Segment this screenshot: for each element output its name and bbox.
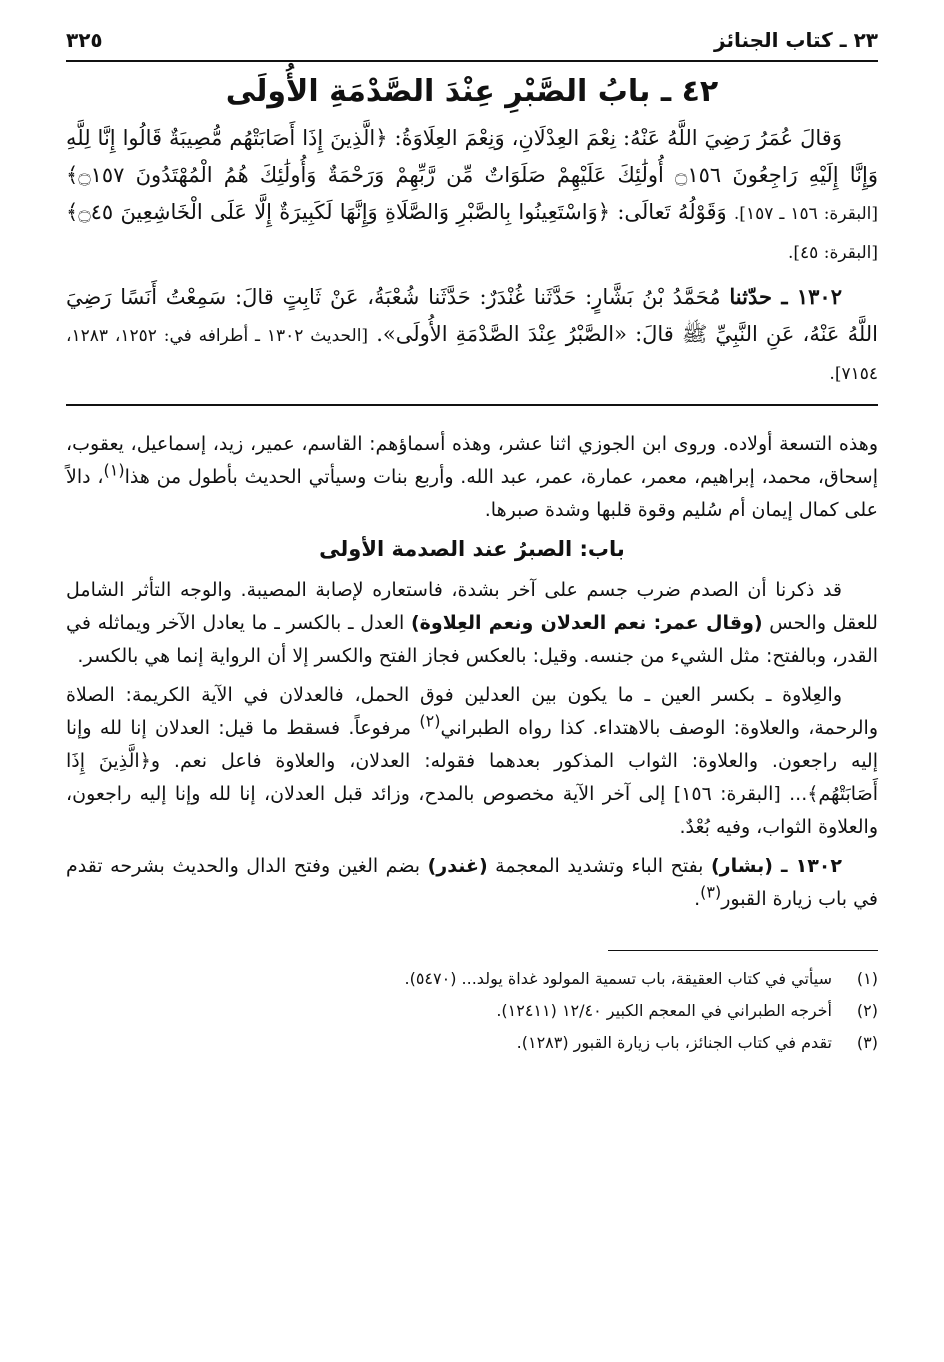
hadith-text-block — [66, 120, 878, 392]
footnote-ref-1[interactable]: (١) — [103, 460, 125, 480]
footnote-number: (١) — [856, 969, 878, 988]
section-divider — [66, 404, 878, 406]
footnote-text: تقدم في كتاب الجنائز، باب زيارة القبور (١٢٨٣). — [516, 1033, 832, 1052]
matn-intro — [66, 120, 878, 272]
commentary-paragraph-2 — [66, 574, 878, 673]
verse-citation-2: [البقرة: ٤٥]. — [788, 243, 878, 263]
hadith-1302 — [66, 278, 878, 392]
commentary-paragraph-3 — [66, 679, 878, 844]
commentary-text: والعِلاوة ـ بكسر العين ـ ما يكون بين العدلين فوق الحمل، فالعدلان في الآية الكريمة: الصلاة والرحمة، والعلاوة: الوصف بالاهتداء. كذا رواه الطبراني — [66, 684, 879, 739]
footnote-text: سيأتي في كتاب العقيقة، باب تسمية المولود غداة يولد... (٥٤٧٠). — [404, 969, 832, 988]
commentary-paragraph-1 — [66, 428, 878, 527]
footnotes — [66, 963, 878, 1059]
quoted-lemma: (غندر) — [427, 855, 488, 877]
commentary-text: ، دالاً على كمال إيمان أم سُليم وقوة قلبها وشدة صبرها. — [66, 466, 878, 521]
commentary-text: قد ذكرنا أن الصدم ضرب جسم على آخر بشدة، فاستعاره لإصابة المصيبة. والوجه التأثر الشامل للعقل والحس — [66, 579, 878, 634]
page-number: ٣٢٥ — [66, 28, 103, 52]
running-head — [66, 28, 878, 58]
footnote-item — [66, 963, 878, 995]
chapter-title: ٤٢ ـ بابُ الصَّبْرِ عِنْدَ الصَّدْمَةِ الأُولَى — [225, 74, 719, 109]
hadith-cross-reference: [الحديث ١٣٠٢ ـ أطرافه في: ١٢٥٢، ١٢٨٣، ٧١٥٤]. — [66, 326, 878, 384]
book-page — [66, 28, 878, 1348]
commentary-text: العدل ـ بالكسر ـ ما يعادل الآخر ويماثله في القدر، وبالفتح: مثل الشيء من جنسه. وقيل: بالعكس فجاز الفتح والكسر إلا أن الرواية إنما هي بالكسر. — [66, 612, 878, 667]
footnote-number: (٣) — [856, 1033, 878, 1052]
footnote-ref-3[interactable]: (٣) — [700, 882, 722, 902]
commentary-paragraph-4 — [66, 850, 878, 916]
hadith-isnad-and-matn: مُحَمَّدُ بْنُ بَشَّارٍ: حَدَّثَنا غُنْدَرٌ: حَدَّثَنا شُعْبَةُ، عَنْ ثَابِتٍ قالَ: سَمِعْتُ أَنَسًا رَضِيَ اللَّهُ عَنْهُ، عَنِ النَّبِيِّ ﷺ قالَ: «الصَّبْرُ عِنْدَ الصَّدْمَةِ الأُولَى». — [66, 285, 879, 346]
footnote-number: (٢) — [856, 1001, 878, 1020]
commentary-block — [66, 428, 878, 916]
second-verse: وَقَوْلُهُ تَعالَى: ﴿وَاسْتَعِينُوا بِالصَّبْرِ وَالصَّلَاةِ وَإِنَّهَا لَكَبِيرَةٌ إِلَّا عَلَى الْخَاشِعِينَ ۝٤٥﴾ — [66, 200, 727, 224]
footnote-ref-2[interactable]: (٢) — [419, 711, 441, 731]
quoted-lemma: (وقال عمر: نعم العدلان ونعم العِلاوة) — [410, 612, 763, 634]
footnote-item — [66, 1027, 878, 1059]
footnote-rule — [608, 950, 878, 951]
verse-citation-1: [البقرة: ١٥٦ ـ ١٥٧]. — [733, 204, 878, 224]
commentary-text: . — [694, 888, 701, 910]
quoted-lemma: ١٣٠٢ ـ (بشار) — [711, 855, 842, 877]
running-head-chapter: ٢٣ ـ كتاب الجنائز — [714, 28, 878, 52]
footnote-text: أخرجه الطبراني في المعجم الكبير ١٢/٤٠ (١٢٤١١). — [496, 1001, 832, 1020]
footnote-item — [66, 995, 878, 1027]
header-rule — [66, 60, 878, 62]
umar-saying-and-verse: وَقالَ عُمَرُ رَضِيَ اللَّهُ عَنْهُ: نِعْمَ العِدْلَانِ، وَنِعْمَ العِلَاوَةُ: ﴿الَّذِينَ إِذَا أَصَابَتْهُم مُّصِيبَةٌ قَالُوا إِنَّا لِلَّهِ وَإِنَّا إِلَيْهِ رَاجِعُونَ ۝١٥٦ أُولَٰئِكَ عَلَيْهِمْ صَلَوَاتٌ مِّن رَّبِّهِمْ وَرَحْمَةٌ وَأُولَٰئِكَ هُمُ الْمُهْتَدُونَ ۝١٥٧﴾ — [66, 126, 878, 187]
commentary-text: بفتح الباء وتشديد المعجمة — [495, 855, 704, 877]
commentary-text: مرفوعاً. فسقط ما قيل: العدلان إنا لله وإنا إليه راجعون. والعلاوة: الثواب المذكور بعدهما فقوله: العدلان، والعلاوة فاعل نعم. و﴿الَّذِينَ إِذَا أَصَابَتْهُم﴾... [البقرة: ١٥٦] إلى آخر الآية مخصوص بالمدح، وزائد قبل العدلان، إنا لله وإنا إليه راجعون، والعلاوة الثواب، وفيه بُعْدٌ. — [66, 717, 879, 838]
commentary-bab-title: باب: الصبرُ عند الصدمة الأولى — [319, 537, 625, 561]
commentary-text: بضم الغين وفتح الدال والحديث بشرحه تقدم في باب زيارة القبور — [66, 855, 878, 910]
commentary-text: وهذه التسعة أولاده. وروى ابن الجوزي اثنا عشر، وهذه أسماؤهم: القاسم، عمير، زيد، إسماعيل، يعقوب، إسحاق، محمد، إبراهيم، معمر، عمارة، عمر، عبد الله. وأربع بنات وسيأتي الحديث بأطول من هذا — [66, 433, 878, 488]
hadith-number-heading: ١٣٠٢ ـ حدّثنا — [729, 284, 842, 309]
